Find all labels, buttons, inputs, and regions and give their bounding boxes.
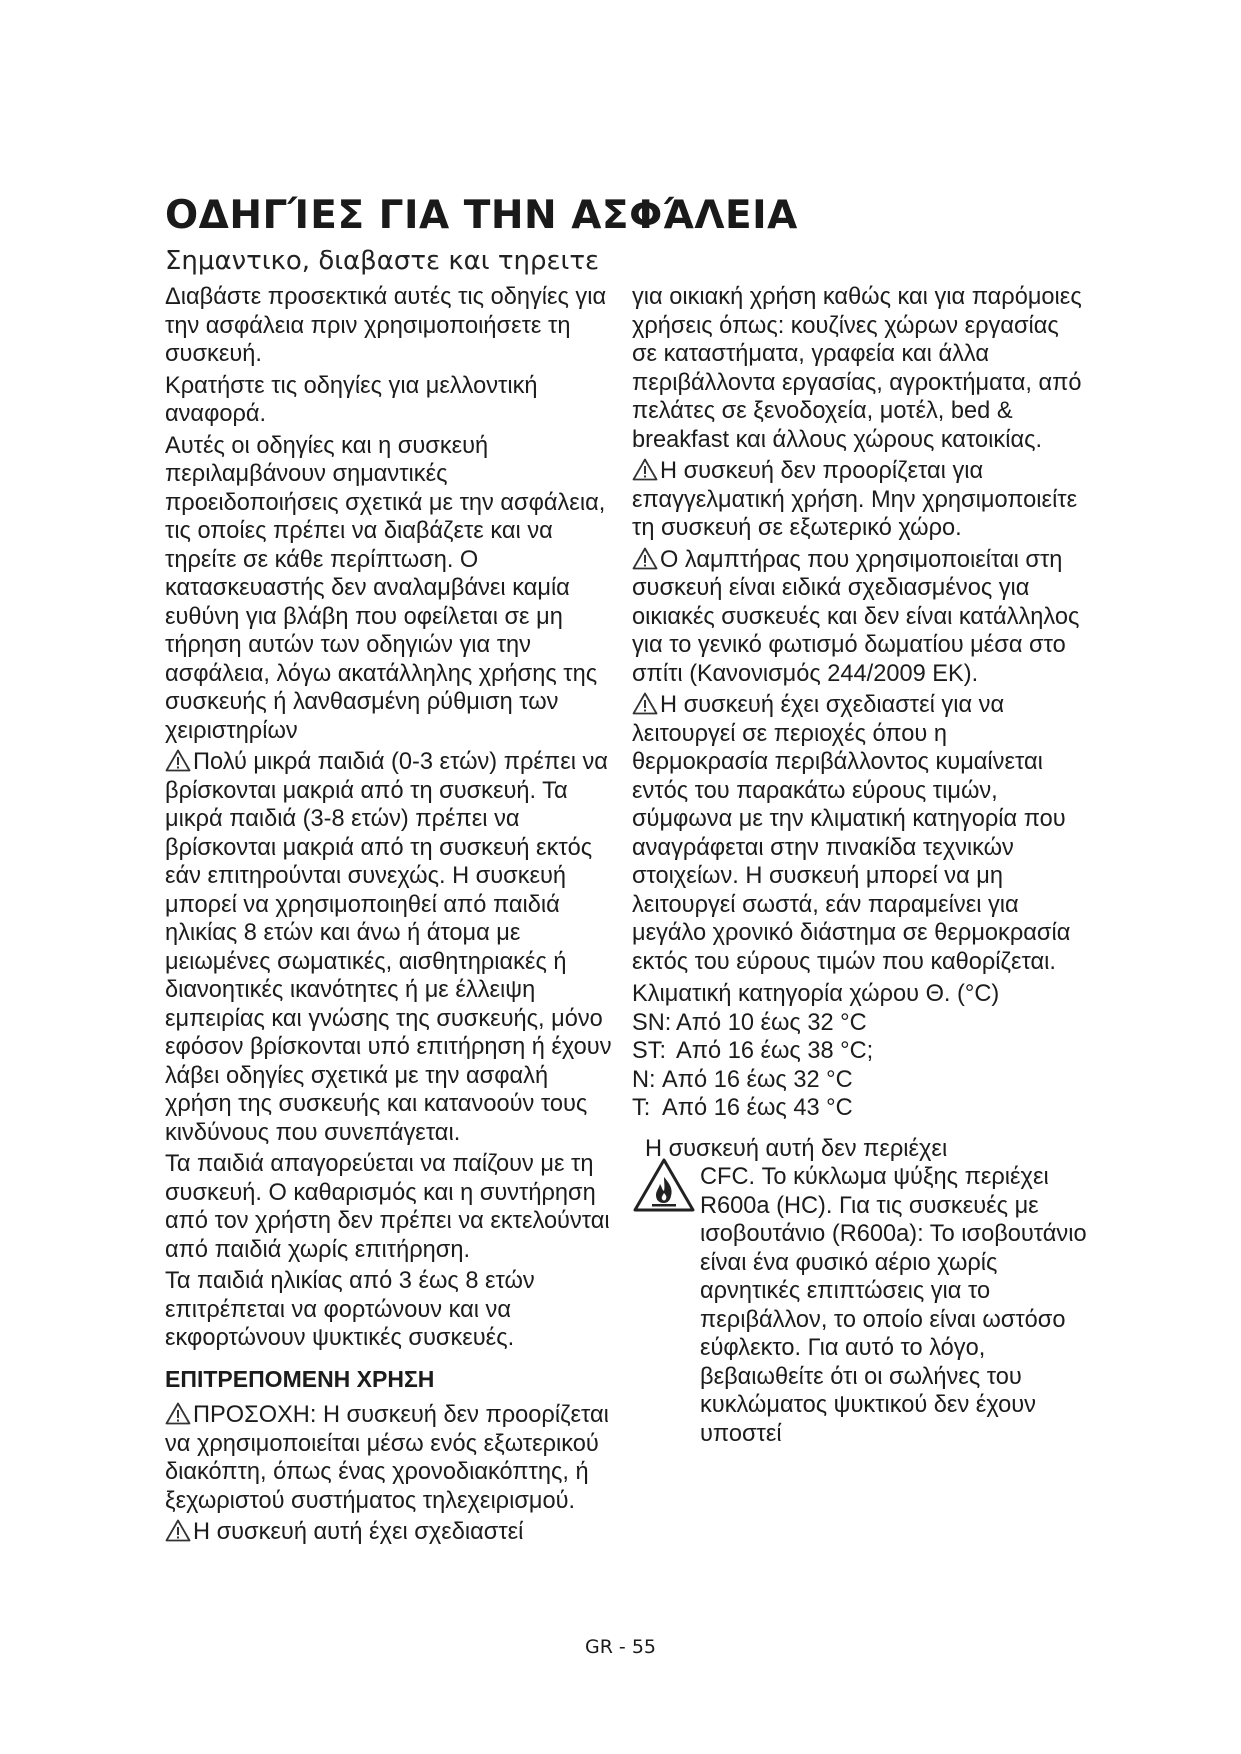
climate-list	[632, 1009, 1087, 1123]
warning-icon	[632, 547, 658, 570]
page-title: ΟΔΗΓΊΕΣ ΓΙΑ ΤΗΝ ΑΣΦΆΛΕΙΑ	[165, 193, 798, 238]
paragraph: CFC. Το κύκλωμα ψύξης περιέχει R600a (HC). Για τις συσκευές με ισοβουτάνιο (R600a): Το ισοβουτάνιο είναι ένα φυσικό αέριο χωρίς αρνητικές επιπτώσεις για το περιβάλλον, το οποίο είναι ωστόσο εύφλεκτο. Για αυτό το λόγο, βεβαιωθείτε ότι οι σωλήνες του κυκλώματος ψυκτικού δεν έχουν υποστεί	[700, 1164, 1087, 1447]
warning-icon	[165, 1402, 191, 1425]
flammable-warning	[632, 1135, 1087, 1449]
warning-text: Η συσκευή δεν προορίζεται για επαγγελματική χρήση. Μην χρησιμοποιείτε τη συσκευή σε εξωτερικό χώρο.	[632, 458, 1078, 541]
page-number: GR - 55	[584, 1636, 657, 1658]
climate-code: SN:	[632, 1009, 672, 1036]
warning-paragraph	[632, 691, 1087, 976]
warning-paragraph	[165, 1518, 617, 1547]
climate-row	[632, 1066, 1087, 1095]
flammable-icon	[632, 1157, 696, 1213]
climate-title: Κλιματική κατηγορία χώρου Θ. (°C)	[632, 981, 1000, 1007]
warning-icon	[632, 458, 658, 481]
climate-code: N:	[632, 1066, 656, 1093]
section-heading: ΕΠΙΤΡΕΠΟΜΕΝΗ ΧΡΗΣΗ	[165, 1365, 435, 1392]
warning-text: Ο λαμπτήρας που χρησιμοποιείται στη συσκευή είναι ειδικά σχεδιασμένος για οικιακές συσκευές και δεν είναι κατάλληλος για το γενικό φωτισμό δωματίου μέσα στο σπίτι (Κανονισμός 244/2009 ΕΚ).	[632, 546, 1080, 687]
paragraph: Η συσκευή αυτή δεν περιέχει	[645, 1135, 948, 1162]
warning-icon	[165, 1519, 191, 1542]
warning-paragraph	[632, 546, 1087, 689]
paragraph: Διαβάστε προσεκτικά αυτές τις οδηγίες για την ασφάλεια πριν χρησιμοποιήσετε τη συσκευή.	[165, 284, 607, 367]
climate-code: T:	[632, 1095, 651, 1121]
right-column	[632, 283, 1087, 1451]
warning-icon	[632, 692, 658, 715]
paragraph: Τα παιδιά ηλικίας από 3 έως 8 ετών επιτρέπεται να φορτώνουν και να εκφορτώνουν ψυκτικές συσκευές.	[165, 1268, 535, 1351]
climate-range: Από 16 έως 32 °C	[662, 1066, 853, 1093]
paragraph: για οικιακή χρήση καθώς και για παρόμοιες χρήσεις όπως: κουζίνες χώρων εργασίας σε καταστήματα, γραφεία και άλλα περιβάλλοντα εργασίας, αγροκτήματα, από πελάτες σε ξενοδοχεία, μοτέλ, bed & breakfast και άλλους χώρους κατοικίας.	[632, 284, 1082, 453]
warning-icon	[165, 749, 191, 772]
left-column	[165, 283, 617, 1550]
climate-row	[632, 1037, 1087, 1066]
warning-text: ΠΡΟΣΟΧΗ: Η συσκευή δεν προορίζεται να χρησιμοποιείται μέσω ενός εξωτερικού διακόπτη, όπως ένας χρονοδιακόπτης, ή ξεχωριστού συστήματος τηλεχειρισμού.	[165, 1402, 609, 1514]
paragraph: Τα παιδιά απαγορεύεται να παίζουν με τη συσκευή. Ο καθαρισμός και η συντήρηση από τον χρήστη δεν πρέπει να εκτελούνται από παιδιά χωρίς επιτήρηση.	[165, 1151, 610, 1263]
page-subtitle: Σημαντικο, διαβαστε και τηρειτε	[165, 246, 600, 276]
paragraph: Κρατήστε τις οδηγίες για μελλοντική αναφορά.	[165, 372, 538, 427]
paragraph: Αυτές οι οδηγίες και η συσκευή περιλαμβάνουν σημαντικές προειδοποιήσεις σχετικά με την ασφάλεια, τις οποίες πρέπει να διαβάζετε και να τηρείτε σε κάθε περίπτωση. Ο κατασκευαστής δεν αναλαμβάνει καμία ευθύνη για βλάβη που οφείλεται σε μη τήρηση αυτών των οδηγιών για την ασφάλεια, λόγω ακατάλληλης χρήσης της συσκευής ή λανθασμένη ρύθμιση των χειριστηρίων	[165, 432, 606, 744]
warning-text: Η συσκευή έχει σχεδιαστεί για να λειτουργεί σε περιοχές όπου η θερμοκρασία περιβάλλοντος κυμαίνεται εντός του παρακάτω εύρους τιμών, σύμφωνα με την κλιματική κατηγορία που αναγράφεται στην πινακίδα τεχνικών στοιχείων. Η συσκευή μπορεί να μη λειτουργεί σωστά, εάν παραμείνει για μεγάλο χρονικό διάστημα σε θερμοκρασία εκτός του εύρους τιμών που καθορίζεται.	[632, 692, 1071, 975]
climate-range: Από 16 έως 38 °C;	[676, 1038, 874, 1064]
climate-range: Από 10 έως 32 °C	[676, 1009, 867, 1036]
warning-paragraph	[165, 1401, 617, 1515]
warning-paragraph	[165, 748, 617, 1147]
climate-code: ST:	[632, 1038, 667, 1064]
climate-row	[632, 1009, 1087, 1038]
warning-paragraph	[632, 457, 1087, 543]
warning-text: Η συσκευή αυτή έχει σχεδιαστεί	[193, 1519, 524, 1545]
warning-text: Πολύ μικρά παιδιά (0-3 ετών) πρέπει να βρίσκονται μακριά από τη συσκευή. Τα μικρά παιδιά (3-8 ετών) πρέπει να βρίσκονται μακριά από τη συσκευή εκτός εάν επιτηρούνται συνεχώς. Η συσκευή μπορεί να χρησιμοποιηθεί από παιδιά ηλικίας 8 ετών και άνω ή άτομα με μειωμένες σωματικές, αισθητηριακές ή διανοητικές ικανότητες ή με έλλειψη εμπειρίας και γνώσης της συσκευής, μόνο εφόσον βρίσκονται υπό επιτήρηση ή έχουν λάβει οδηγίες σχετικά με την ασφαλή χρήση της συσκευής και κατανοούν τους κινδύνους που συνεπάγεται.	[165, 749, 612, 1146]
climate-row	[632, 1094, 1087, 1123]
climate-range: Από 16 έως 43 °C	[662, 1095, 853, 1121]
